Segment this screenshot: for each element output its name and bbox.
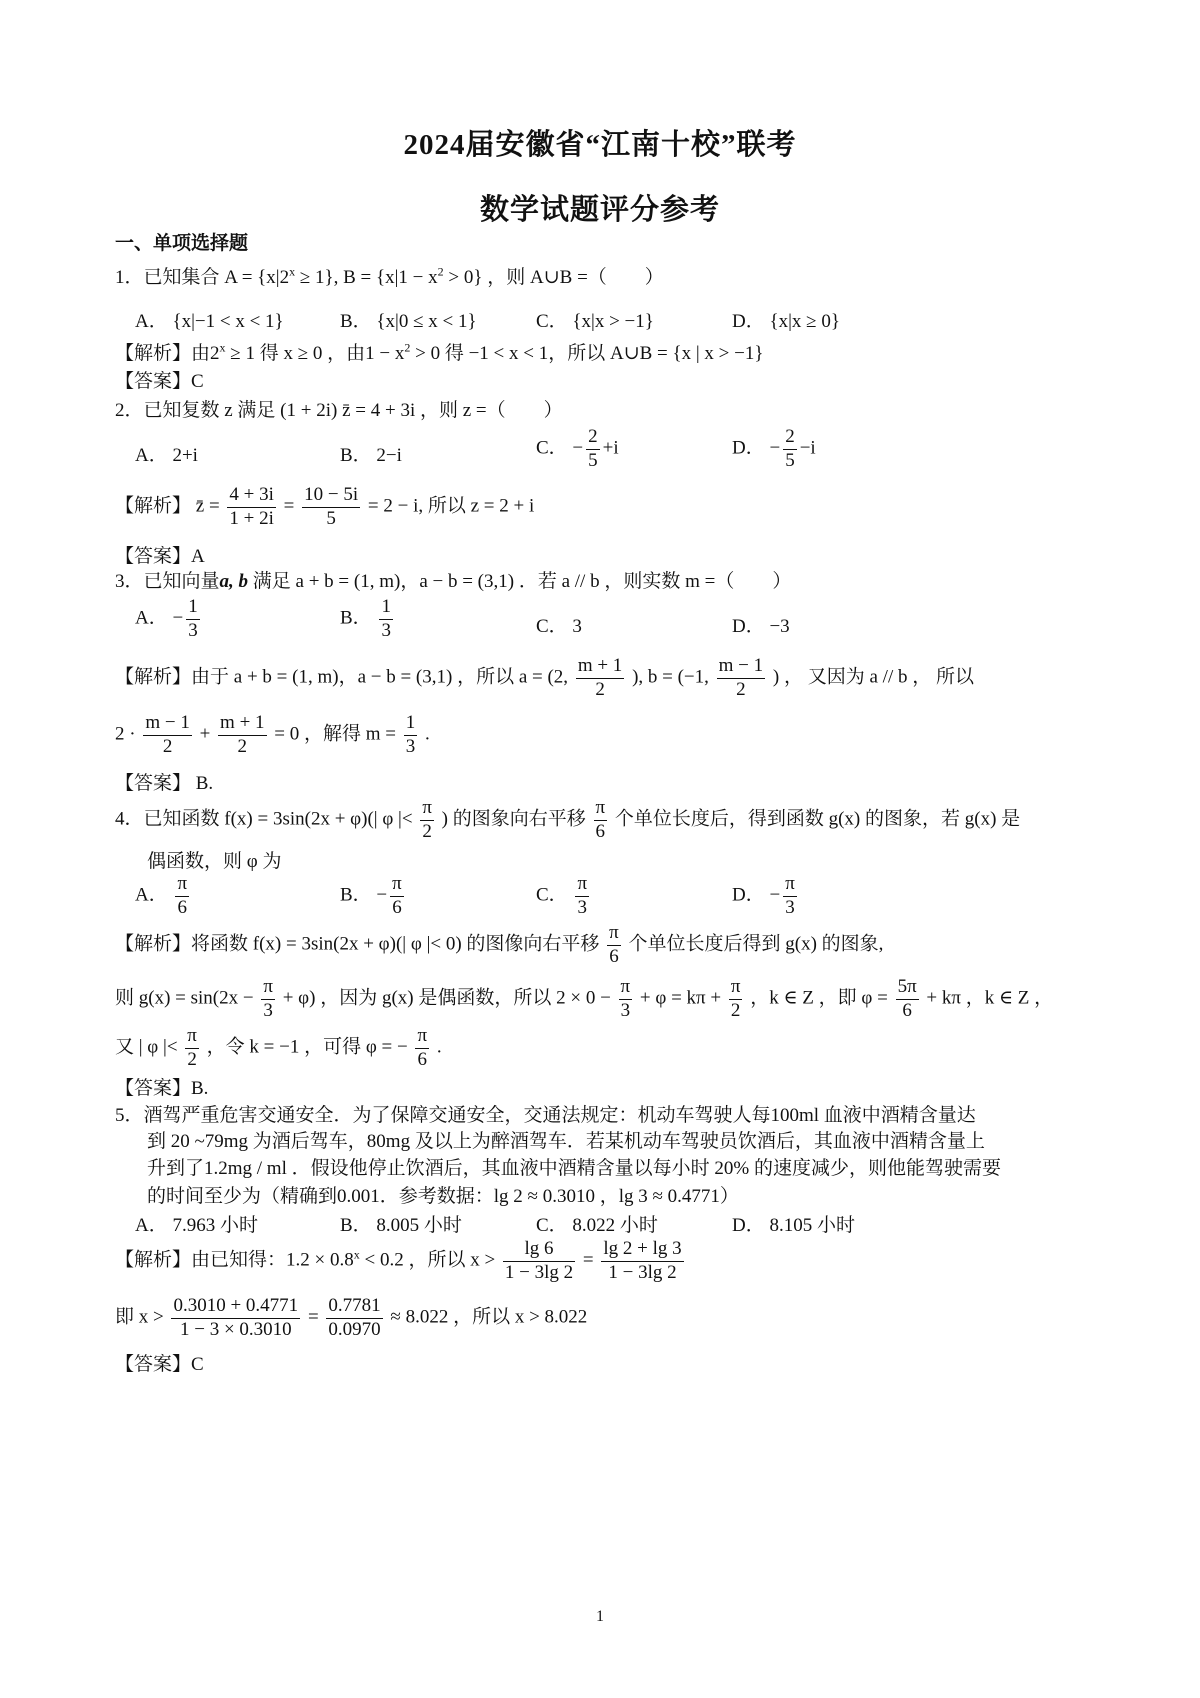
- page-number: 1: [596, 1608, 604, 1625]
- q4-option-d: D． − $\frac{\pi}{3}$: [732, 873, 795, 918]
- q2-stem: 2．已知复数 z 满足 (1 + 2i) z̄ = 4 + 3i ，则 z =（ ）: [115, 400, 563, 421]
- q4-solution-line1: 【解析】将函数 f(x) = 3sin(2x + φ)(| φ |< 0) 的图像向右平移 $\frac{\pi}{6}$ 个单位长度后得到 g(x) 的图象,: [115, 922, 884, 967]
- q1-option-b: B． {x|0 ≤ x < 1}: [340, 311, 477, 332]
- q4-solution-line2: 则 g(x) = sin(2x − $\frac{\pi}{3}$ + φ) ，因为 g(x) 是偶函数，所以 2 × 0 − $\frac{\pi}{3}$ + φ = kπ + $\frac{\pi}{2}$ ，k ∈ Z ，即 φ = $\frac{5\pi}{6}$ + kπ ，k ∈ Z ，: [115, 976, 1054, 1021]
- q4-option-a: A． $\frac{\pi}{6}$: [135, 873, 188, 918]
- q5-option-c: C． 8.022 小时: [536, 1215, 658, 1236]
- q4-option-b: B． − $\frac{\pi}{6}$: [340, 873, 402, 918]
- q3-solution-line2: 2 · $\frac{m - 1}{2}$ + $\frac{m + 1}{2}$ = 0 ，解得 m = $\frac{1}{3}$ .: [115, 712, 430, 757]
- document-title: 2024届安徽省“江南十校”联考: [403, 129, 797, 161]
- q5-option-b: B． 8.005 小时: [340, 1215, 462, 1236]
- q2-option-a: A． 2+i: [135, 445, 198, 466]
- q4-stem-line2: 偶函数，则 φ 为: [147, 851, 282, 872]
- q2-option-b: B． 2−i: [340, 445, 402, 466]
- q4-answer: 【答案】B.: [115, 1078, 209, 1099]
- q2-option-c: C． − $\frac{2}{5}$ +i: [536, 426, 619, 471]
- q5-stem-line2: 到 20 ~79mg 为酒后驾车，80mg 及以上为醉酒驾车．若某机动车驾驶员饮酒后，其血液中酒精含量上: [147, 1131, 985, 1152]
- q5-stem-line1: 5．酒驾严重危害交通安全．为了保障交通安全，交通法规定：机动车驾驶人每100ml 血液中酒精含量达: [115, 1105, 976, 1126]
- q5-stem-line3: 升到了1.2mg / ml ．假设他停止饮酒后，其血液中酒精含量以每小时 20% 的速度减少，则他能驾驶需要: [147, 1158, 1001, 1179]
- q1-option-d: D． {x|x ≥ 0}: [732, 311, 840, 332]
- q4-option-c: C． $\frac{\pi}{3}$: [536, 873, 588, 918]
- section-heading: 一、单项选择题: [115, 233, 249, 254]
- q1-option-a: A． {x|−1 < x < 1}: [135, 311, 284, 332]
- q4-solution-line3: 又 | φ |< $\frac{\pi}{2}$ ，令 k = −1 ，可得 φ = − $\frac{\pi}{6}$ .: [115, 1025, 442, 1070]
- q2-answer: 【答案】A: [115, 546, 205, 567]
- q1-option-c: C． {x|x > −1}: [536, 311, 654, 332]
- q3-option-b: B． $\frac{1}{3}$: [340, 596, 391, 641]
- document-subtitle: 数学试题评分参考: [479, 194, 720, 226]
- q3-option-a: A． − $\frac{1}{3}$: [135, 596, 198, 641]
- q1-solution: 【解析】由$2^x \ge 1$ 得 x ≥ 0 ，由$1 - x^2 > 0$ 得 −1 < x < 1，所以 A∪B = {x | x > −1}: [115, 340, 764, 364]
- q3-option-d: D． −3: [732, 616, 790, 637]
- q3-solution-line1: 【解析】由于 a + b = (1, m)，a − b = (3,1) ，所以 a = (2, $\frac{m + 1}{2}$ ), b = (−1, $\frac{m - 1}{2}$ ) ， 又因为 a // b ， 所以: [115, 655, 974, 700]
- q2-solution: 【解析】 z̄ = $\frac{4 + 3i}{1 + 2i}$ = $\frac{10 - 5i}{5}$ = 2 − i, 所以 z = 2 + i: [115, 484, 535, 529]
- q3-stem: 3．已知向量a, b 满足 a + b = (1, m)，a − b = (3,1) ．若 a // b ，则实数 m =（ ）: [115, 571, 792, 592]
- q5-solution-line1: 【解析】由已知得：$1.2 \times 0.8^x < 0.2$ ，所以 x > $\frac{\lg 6}{1 - 3\lg 2}$ = $\frac{\lg 2 + \lg 3}{1 - 3\lg 2}$: [115, 1238, 682, 1283]
- q1-stem: 1．已知集合 $A = \{x|2^x \ge 1\}$, $B = \{x|1 - x^2 > 0\}$ ，则 A∪B =（ ）: [115, 264, 664, 288]
- q3-answer: 【答案】 B.: [115, 773, 214, 794]
- q5-option-d: D． 8.105 小时: [732, 1215, 855, 1236]
- q5-stem-line4: 的时间至少为（精确到0.001．参考数据：lg 2 ≈ 0.3010 ，lg 3 ≈ 0.4771）: [147, 1186, 739, 1207]
- q5-answer: 【答案】C: [115, 1354, 204, 1375]
- q1-answer: 【答案】C: [115, 371, 204, 392]
- q2-option-d: D． − $\frac{2}{5}$ −i: [732, 426, 816, 471]
- q5-option-a: A． 7.963 小时: [135, 1215, 258, 1236]
- q4-stem-line1: 4．已知函数 f(x) = 3sin(2x + φ)(| φ |< $\frac{\pi}{2}$ ) 的图象向右平移 $\frac{\pi}{6}$ 个单位长度后，得到函数 g(x) 的图象，若 g(x) 是: [115, 797, 1021, 842]
- q3-option-c: C． 3: [536, 616, 582, 637]
- q5-solution-line2: 即 x > $\frac{0.3010 + 0.4771}{1 - 3 \times 0.3010}$ = $\frac{0.7781}{0.0970}$ ≈ 8.022 ，所以 x > 8.022: [115, 1295, 588, 1340]
